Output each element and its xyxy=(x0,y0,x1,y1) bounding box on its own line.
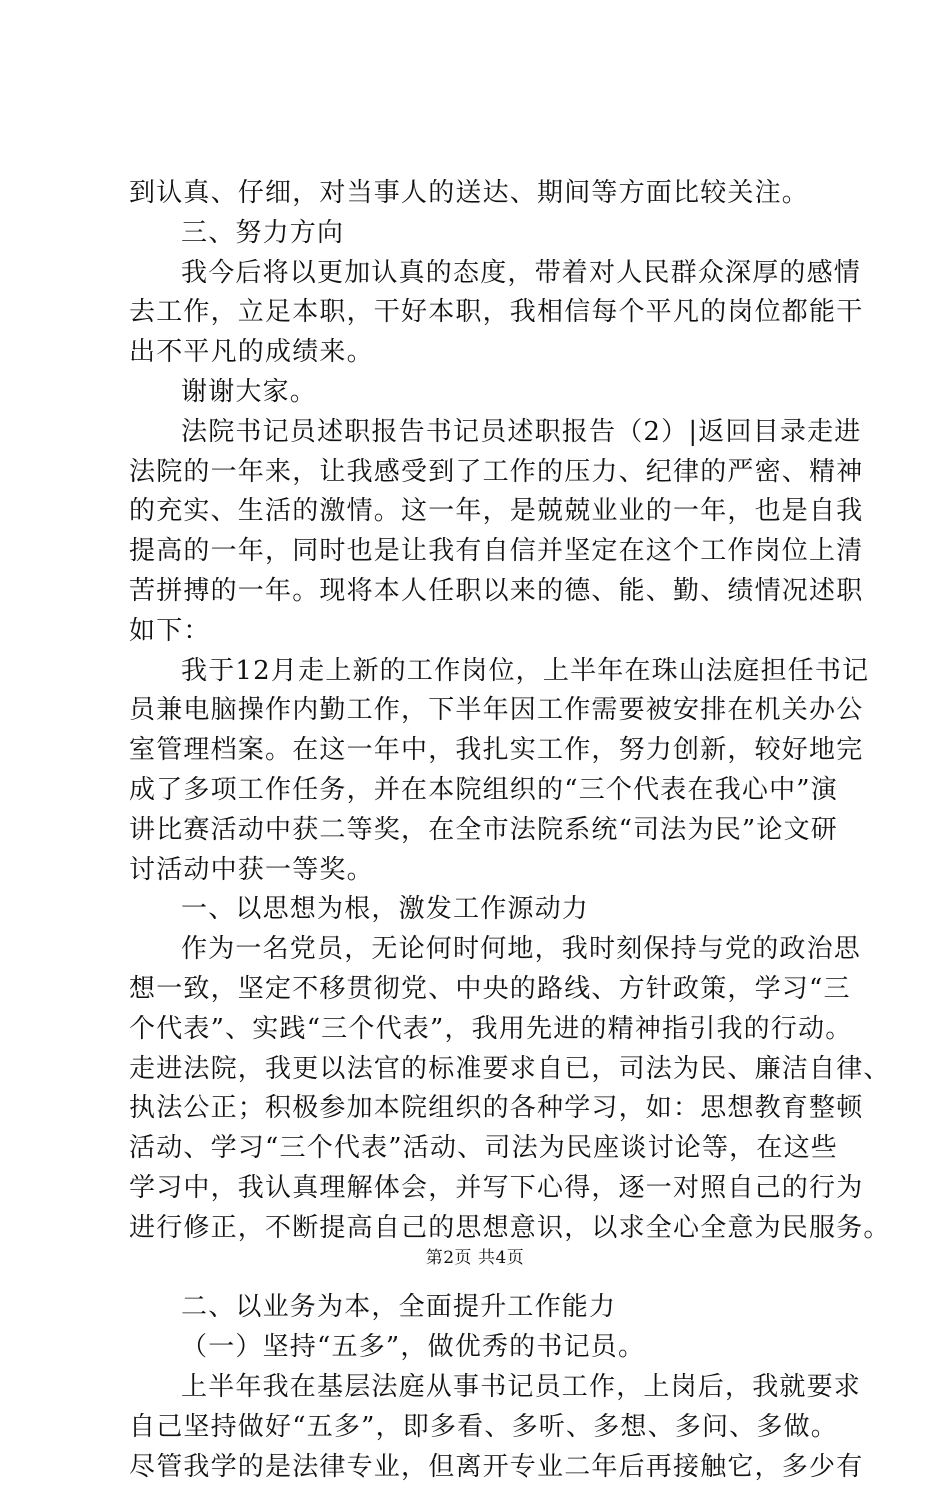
page-footer: 第2页 共4页 xyxy=(0,1243,950,1268)
text-line: 讨活动中获一等奖。 xyxy=(129,851,829,891)
text-line: 活动、学习“三个代表”活动、司法为民座谈讨论等，在这些 xyxy=(129,1129,829,1169)
text-line: 想一致，坚定不移贯彻党、中央的路线、方针政策，学习“三 xyxy=(129,970,829,1010)
text-line: 上半年我在基层法庭从事书记员工作，上岗后，我就要求 xyxy=(129,1368,829,1408)
text-line: 执法公正；积极参加本院组织的各种学习，如：思想教育整顿 xyxy=(129,1089,829,1129)
text-line: 去工作，立足本职，干好本职，我相信每个平凡的岗位都能干 xyxy=(129,293,829,333)
text-line: 走进法院，我更以法官的标准要求自已，司法为民、廉洁自律、 xyxy=(129,1050,829,1090)
text-line: 如下： xyxy=(129,612,829,652)
text-line: 自己坚持做好“五多”，即多看、多听、多想、多问、多做。 xyxy=(129,1408,829,1448)
text-line: 我于12月走上新的工作岗位，上半年在珠山法庭担任书记 xyxy=(129,652,829,692)
text-line: 法院书记员述职报告书记员述职报告（2）|返回目录走进 xyxy=(129,413,829,453)
text-line: 谢谢大家。 xyxy=(129,373,829,413)
text-line: 到认真、仔细，对当事人的送达、期间等方面比较关注。 xyxy=(129,174,829,214)
text-line: 进行修正，不断提高自己的思想意识，以求全心全意为民服务。 xyxy=(129,1209,829,1249)
text-line: 作为一名党员，无论何时何地，我时刻保持与党的政治思 xyxy=(129,930,829,970)
text-line: 讲比赛活动中获二等奖，在全市法院系统“司法为民”论文研 xyxy=(129,811,829,851)
text-line: 室管理档案。在这一年中，我扎实工作，努力创新，较好地完 xyxy=(129,731,829,771)
text-line: 三、努力方向 xyxy=(129,214,829,254)
text-line: 二、以业务为本，全面提升工作能力 xyxy=(129,1288,829,1328)
text-line: 法院的一年来，让我感受到了工作的压力、纪律的严密、精神 xyxy=(129,453,829,493)
text-line: （一）坚持“五多”，做优秀的书记员。 xyxy=(129,1328,829,1368)
text-line: 学习中，我认真理解体会，并写下心得，逐一对照自己的行为 xyxy=(129,1169,829,1209)
text-line: 我今后将以更加认真的态度，带着对人民群众深厚的感情 xyxy=(129,254,829,294)
text-line: 员兼电脑操作内勤工作，下半年因工作需要被安排在机关办公 xyxy=(129,691,829,731)
text-line: 的充实、生活的激情。这一年，是兢兢业业的一年，也是自我 xyxy=(129,492,829,532)
text-line: 一、以思想为根，激发工作源动力 xyxy=(129,890,829,930)
text-line: 尽管我学的是法律专业，但离开专业二年后再接触它，多少有 xyxy=(129,1448,829,1487)
text-line: 出不平凡的成绩来。 xyxy=(129,333,829,373)
text-line: 个代表”、实践“三个代表”，我用先进的精神指引我的行动。 xyxy=(129,1010,829,1050)
text-line: 苦拼搏的一年。现将本人任职以来的德、能、勤、绩情况述职 xyxy=(129,572,829,612)
text-line: 成了多项工作任务，并在本院组织的“三个代表在我心中”演 xyxy=(129,771,829,811)
document-body xyxy=(129,174,829,1487)
text-line: 提高的一年，同时也是让我有自信并坚定在这个工作岗位上清 xyxy=(129,532,829,572)
